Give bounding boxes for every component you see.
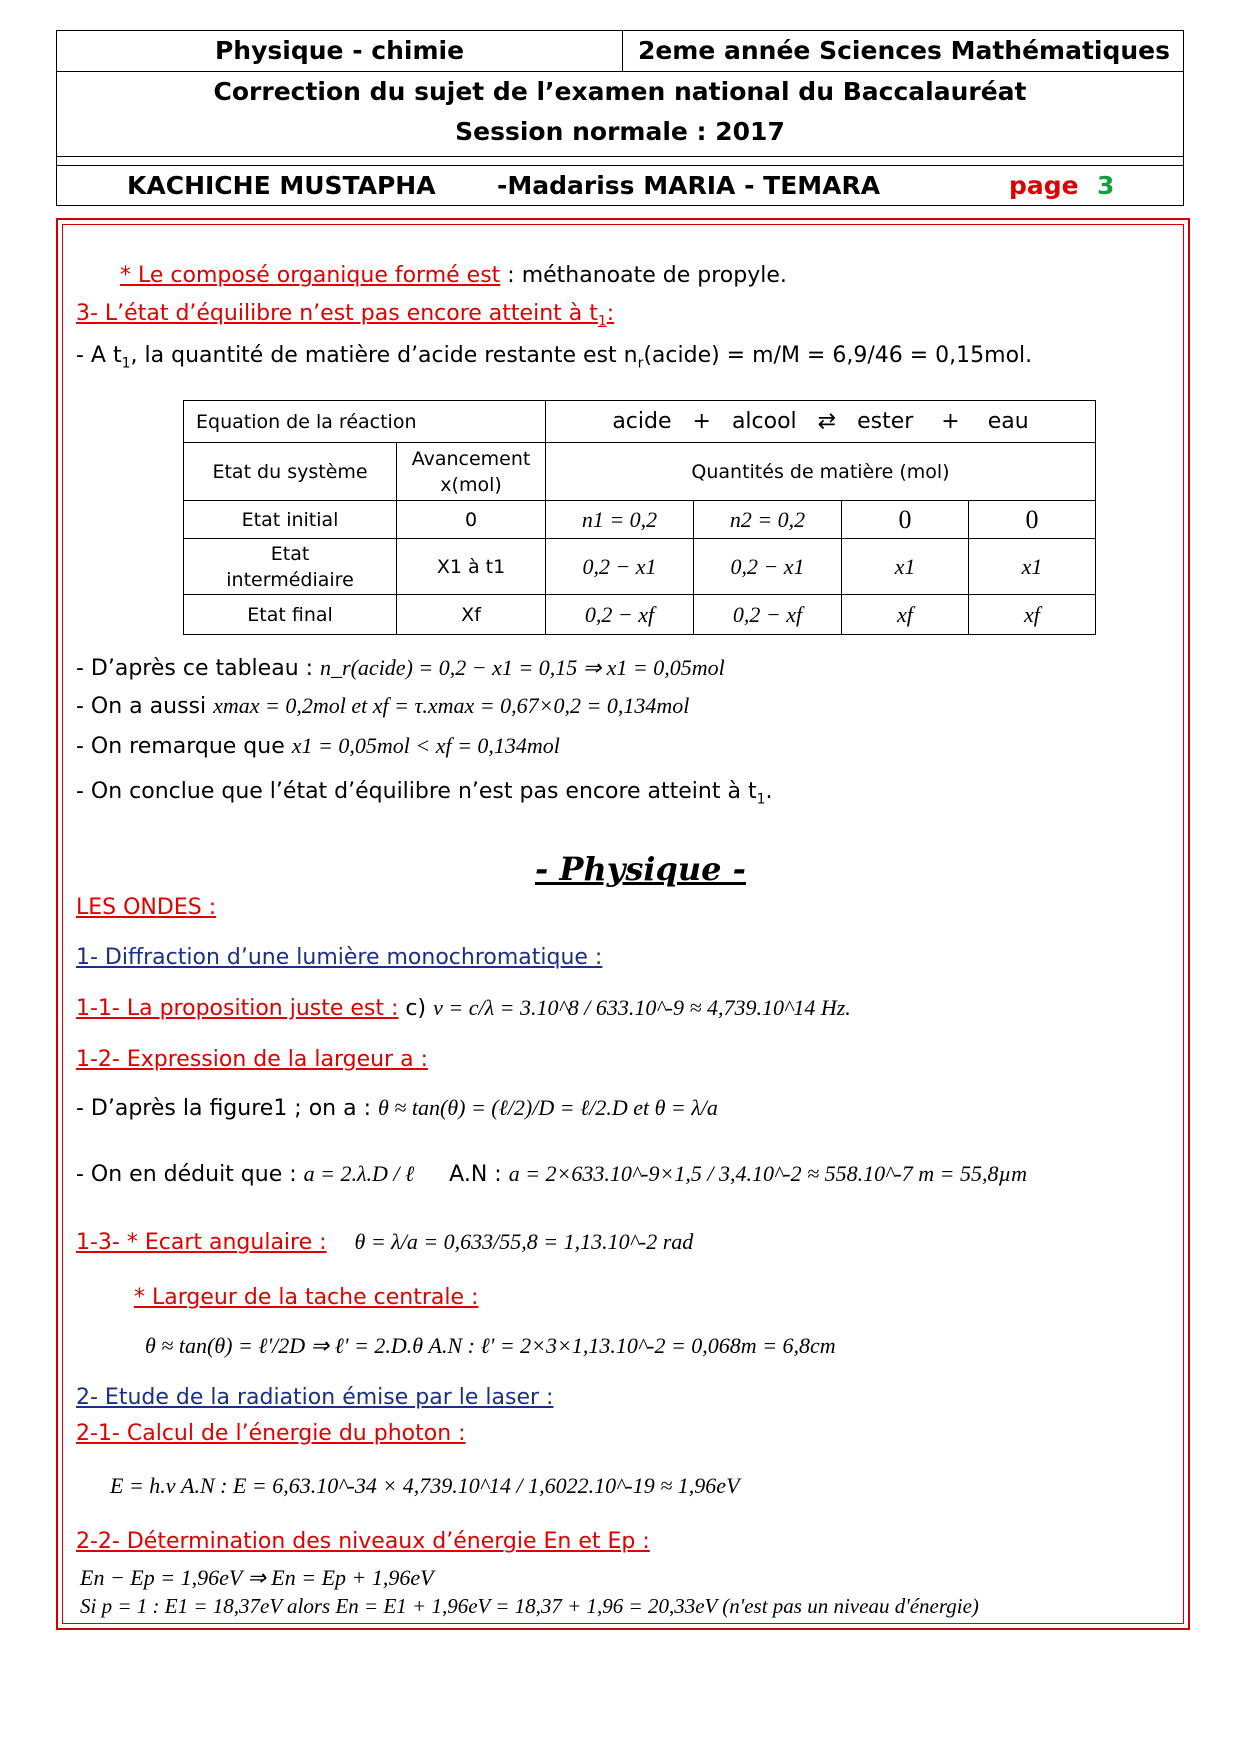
reactant-acide: acide bbox=[612, 409, 672, 434]
q22-eq1: En − Ep = 1,96eV ⇒ En = Ep + 1,96eV bbox=[80, 1565, 434, 1590]
advancement-table bbox=[183, 400, 1096, 635]
ondes-title: LES ONDES : bbox=[76, 895, 217, 920]
table-row bbox=[184, 501, 1096, 539]
row-etat bbox=[184, 539, 397, 595]
plus-2: + bbox=[941, 409, 960, 434]
row-etat: Etat final bbox=[184, 595, 397, 635]
q13-line bbox=[76, 1228, 693, 1257]
q1-title: 1- Diffraction d’une lumière monochromatique : bbox=[76, 945, 603, 970]
compose-value: : méthanoate de propyle. bbox=[507, 263, 787, 288]
row-av: Xf bbox=[397, 595, 546, 635]
header-gap bbox=[57, 158, 1183, 166]
row-c4: xf bbox=[969, 595, 1096, 635]
plus-1: + bbox=[692, 409, 711, 434]
q13-largeur-line bbox=[145, 1332, 836, 1361]
q11-c: c) bbox=[405, 996, 427, 1021]
conclut-end: . bbox=[765, 779, 773, 804]
author: KACHICHE MUSTAPHA bbox=[127, 171, 436, 200]
product-eau: eau bbox=[987, 409, 1029, 434]
q22-line-1 bbox=[80, 1564, 434, 1593]
col-etat: Etat du système bbox=[184, 443, 397, 501]
q11-line bbox=[76, 994, 851, 1023]
q21-line bbox=[110, 1472, 740, 1501]
row-c4: x1 bbox=[969, 539, 1096, 595]
q13-eq: θ = λ/a = 0,633/55,8 = 1,13.10^-2 rad bbox=[354, 1229, 694, 1254]
compose-label: * Le composé organique formé est bbox=[120, 263, 501, 288]
conclut-text: - On conclue que l’état d’équilibre n’est pas encore atteint à t bbox=[76, 779, 757, 804]
q12-line bbox=[76, 1094, 718, 1123]
aussi-line bbox=[76, 692, 689, 721]
row-etat: Etat initial bbox=[184, 501, 397, 539]
line-a bbox=[76, 342, 1032, 377]
level: 2eme année Sciences Mathématiques bbox=[637, 36, 1171, 65]
an-label: A.N : bbox=[449, 1162, 502, 1187]
page-label: page bbox=[1009, 171, 1079, 200]
dapres-eq: n_r(acide) = 0,2 − x1 = 0,15 ⇒ x1 = 0,05mol bbox=[320, 655, 725, 680]
q22-title: 2-2- Détermination des niveaux d’énergie En et Ep : bbox=[76, 1529, 650, 1554]
line-a-3: (acide) = m/M = 6,9/46 = 0,15mol. bbox=[643, 343, 1033, 368]
q21-title: 2-1- Calcul de l’énergie du photon : bbox=[76, 1421, 466, 1446]
q12-an-eq: a = 2×633.10^-9×1,5 / 3,4.10^-2 ≈ 558.10^-7 m = 55,8µm bbox=[508, 1161, 1028, 1186]
q11-title: 1-1- La proposition juste est : bbox=[76, 996, 399, 1021]
q3-title bbox=[76, 300, 614, 335]
q3-title-sub: 1 bbox=[597, 313, 607, 330]
title-line-2: Session normale : 2017 bbox=[455, 117, 785, 146]
row-c1: 0,2 − xf bbox=[546, 595, 694, 635]
q13-largeur-title: * Largeur de la tache centrale : bbox=[134, 1285, 479, 1310]
line-a-sub: 1 bbox=[121, 355, 131, 372]
table-row bbox=[184, 595, 1096, 635]
row-c3: 0 bbox=[842, 501, 969, 539]
subject: Physique - chimie bbox=[57, 31, 623, 71]
row-av: X1 à t1 bbox=[397, 539, 546, 595]
product-ester: ester bbox=[857, 409, 914, 434]
reaction-cell bbox=[546, 401, 1096, 443]
equation-label: Equation de la réaction bbox=[184, 401, 546, 443]
col-avancement bbox=[397, 443, 546, 501]
dapres-label: - D’après ce tableau : bbox=[76, 656, 314, 681]
aussi-label: - On a aussi bbox=[76, 694, 207, 719]
row-c3: x1 bbox=[842, 539, 969, 595]
row-av: 0 bbox=[397, 501, 546, 539]
row-c2: 0,2 − xf bbox=[694, 595, 842, 635]
q21-eq: E = h.ν A.N : E = 6,63.10^-34 × 4,739.10^14 / 1,6022.10^-19 ≈ 1,96eV bbox=[110, 1473, 740, 1498]
line-a-1: - A t bbox=[76, 343, 122, 368]
conclut-line bbox=[76, 778, 773, 813]
q12-deduit-line bbox=[76, 1160, 1027, 1189]
remarque-eq: x1 = 0,05mol < xf = 0,134mol bbox=[291, 733, 560, 758]
q2-title: 2- Etude de la radiation émise par le laser : bbox=[76, 1385, 554, 1410]
aussi-eq: xmax = 0,2mol et xf = τ.xmax = 0,67×0,2 = 0,134mol bbox=[213, 693, 690, 718]
q12-label: - D’après la figure1 ; on a : bbox=[76, 1096, 371, 1121]
header-box bbox=[56, 30, 1184, 206]
equilibrium-arrow-icon: ⇄ bbox=[817, 409, 837, 434]
col-avancement-2: x(mol) bbox=[440, 473, 502, 496]
row-c3: xf bbox=[842, 595, 969, 635]
reactant-alcool: alcool bbox=[731, 409, 797, 434]
table-row bbox=[184, 539, 1096, 595]
physique-title: - Physique - bbox=[535, 850, 746, 888]
header-row-2 bbox=[57, 72, 1183, 157]
school: -Madariss MARIA - TEMARA bbox=[497, 171, 881, 200]
q12-deduit-label: - On en déduit que : bbox=[76, 1162, 297, 1187]
remarque-line bbox=[76, 732, 560, 761]
header-row-1 bbox=[57, 31, 1183, 72]
row-c1: 0,2 − x1 bbox=[546, 539, 694, 595]
line-a-2: , la quantité de matière d’acide restante est n bbox=[130, 343, 638, 368]
line-a-sub2: r bbox=[637, 355, 644, 372]
q12-title: 1-2- Expression de la largeur a : bbox=[76, 1047, 428, 1072]
col-avancement-1: Avancement bbox=[411, 447, 531, 470]
title-line-1: Correction du sujet de l’examen national du Baccalauréat bbox=[213, 77, 1027, 106]
q12-eq: θ ≈ tan(θ) = (ℓ/2)/D = ℓ/2.D et θ = λ/a bbox=[378, 1095, 718, 1120]
q12-deduit-eq: a = 2.λ.D / ℓ bbox=[303, 1161, 415, 1186]
row-c2: 0,2 − x1 bbox=[694, 539, 842, 595]
header-row-3 bbox=[57, 167, 1183, 207]
row-c2: n2 = 0,2 bbox=[694, 501, 842, 539]
row-c4: 0 bbox=[969, 501, 1096, 539]
compose-line bbox=[120, 262, 787, 290]
q11-eq: ν = c/λ = 3.10^8 / 633.10^-9 ≈ 4,739.10^14 Hz. bbox=[433, 995, 851, 1020]
row-etat-2: intermédiaire bbox=[226, 568, 354, 591]
q3-title-colon: : bbox=[606, 301, 615, 326]
q13-largeur-eq: θ ≈ tan(θ) = ℓ'/2D ⇒ ℓ' = 2.D.θ A.N : ℓ' = 2×3×1,13.10^-2 = 0,068m = 6,8cm bbox=[145, 1333, 836, 1358]
col-quantites: Quantités de matière (mol) bbox=[546, 443, 1096, 501]
conclut-sub: 1 bbox=[756, 791, 766, 808]
remarque-label: - On remarque que bbox=[76, 734, 285, 759]
q22-eq2: Si p = 1 : E1 = 18,37eV alors En = E1 + 1,96eV = 18,37 + 1,96 = 20,33eV (n'est pas un niveau d'énergie) bbox=[80, 1594, 979, 1618]
dapres-line bbox=[76, 654, 725, 683]
q13-title: 1-3- * Ecart angulaire : bbox=[76, 1230, 327, 1255]
page-number: 3 bbox=[1097, 171, 1115, 200]
q3-title-text: 3- L’état d’équilibre n’est pas encore atteint à t bbox=[76, 301, 598, 326]
row-etat-1: Etat bbox=[270, 542, 310, 565]
q22-line-2 bbox=[80, 1592, 979, 1621]
row-c1: n1 = 0,2 bbox=[546, 501, 694, 539]
